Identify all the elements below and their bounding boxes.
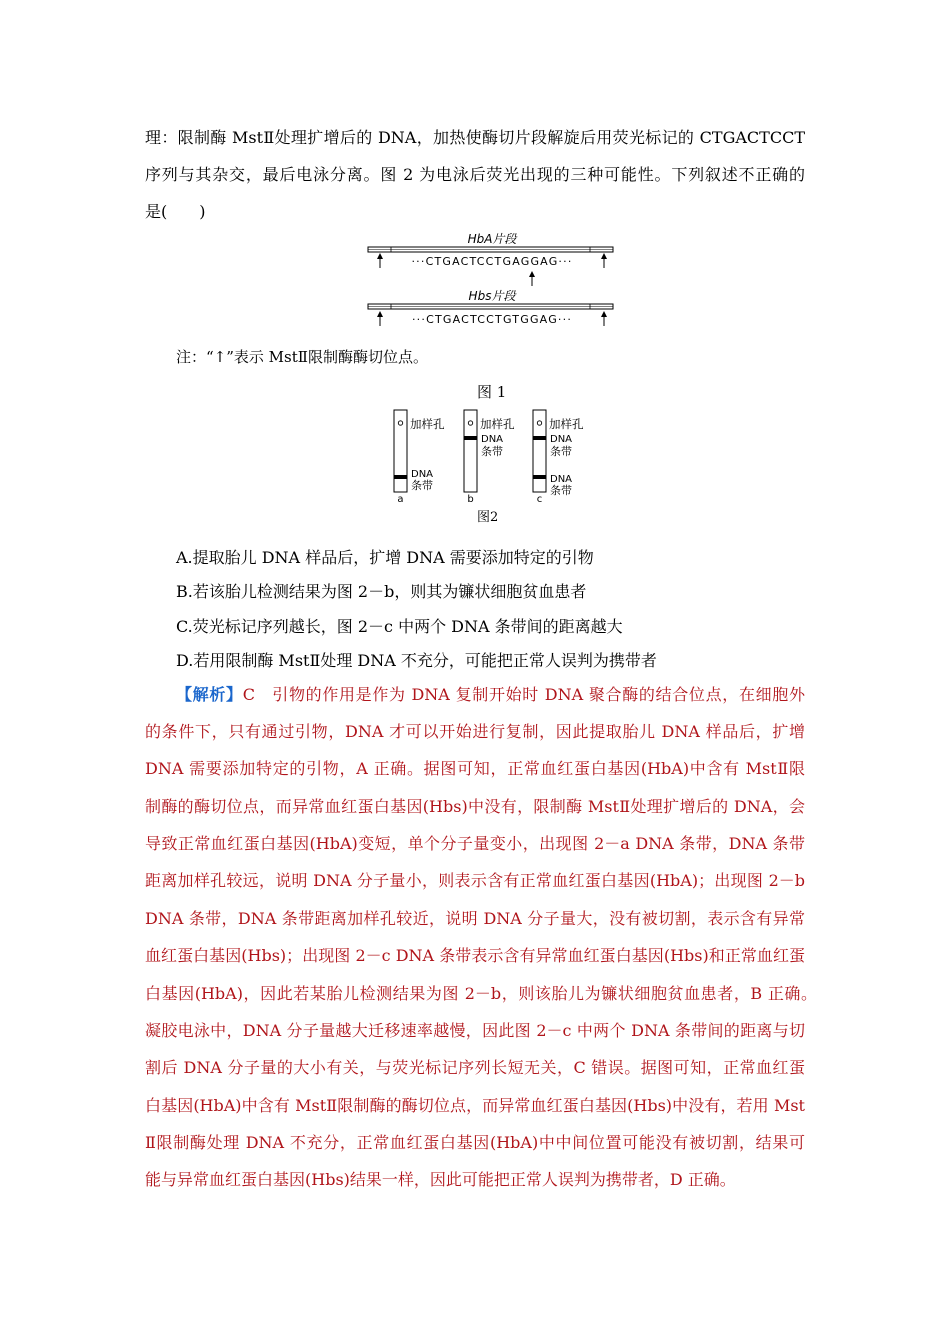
analysis-line-5: 导致正常血红蛋白基因(HbA)变短，单个分子量变小，出现图 2－a DNA 条带，DNA 条带 [145, 834, 805, 853]
band-label-strip: 条带 [550, 484, 572, 497]
analysis-line-6: 距离加样孔较远，说明 DNA 分子量小，则表示含有正常血红蛋白基因(HbA)；出现图 2－b [145, 871, 805, 890]
figure1-caption: 图 1 [477, 383, 507, 401]
analysis-line-2: 的条件下，只有通过引物，DNA 才可以开始进行复制，因此提取胎儿 DNA 样品后，扩增 [145, 722, 805, 741]
band-label-dna: DNA [411, 469, 434, 480]
figure2-caption: 图2 [477, 510, 499, 525]
lane-label-a: a [397, 494, 404, 505]
dna-band [464, 436, 477, 440]
figure1-note: 注：“↑”表示 MstⅡ限制酶酶切位点。 [176, 348, 428, 366]
intro-line-2: 序列与其杂交，最后电泳分离。图 2 为电泳后荧光出现的三种可能性。下列叙述不正确的 [145, 165, 805, 184]
hbs-label: Hbs片段 [468, 289, 516, 303]
option-a: A.提取胎儿 DNA 样品后，扩增 DNA 需要添加特定的引物 [176, 548, 594, 567]
analysis-line-11: 割后 DNA 分子量的大小有关，与荧光标记序列长短无关，C 错误。据图可知，正常血红蛋 [145, 1058, 805, 1077]
band-label-dna: DNA [550, 474, 573, 485]
cut-site-arrow-icon [529, 271, 535, 286]
well-label: 加样孔 [410, 417, 445, 431]
dna-band [394, 475, 407, 479]
analysis-line-7: DNA 条带，DNA 条带距离加样孔较近，说明 DNA 分子量大，没有被切割，表示含有异常 [145, 909, 805, 928]
well-label: 加样孔 [480, 417, 515, 431]
analysis-line-8: 血红蛋白基因(Hbs)；出现图 2－c DNA 条带表示含有异常血红蛋白基因(Hbs)和正常血红蛋 [145, 946, 805, 965]
lane-label-c: c [536, 494, 543, 505]
hba-sequence: ···CTGACTCCTGAGGAG··· [411, 255, 573, 268]
hbs-sequence: ···CTGACTCCTGTGGAG··· [411, 313, 573, 326]
hba-label: HbA片段 [467, 232, 517, 246]
band-label-strip: 条带 [550, 445, 572, 458]
band-label-strip: 条带 [411, 479, 433, 492]
intro-line-3: 是( ) [145, 202, 206, 221]
option-b: B.若该胎儿检测结果为图 2－b，则其为镰状细胞贫血患者 [176, 582, 587, 601]
analysis-line-14: 能与异常血红蛋白基因(Hbs)结果一样，因此可能把正常人误判为携带者，D 正确。 [145, 1170, 736, 1189]
analysis-line-3: DNA 需要添加特定的引物，A 正确。据图可知，正常血红蛋白基因(HbA)中含有 MstⅡ限 [145, 759, 805, 778]
analysis-line-1: 【解析】C 引物的作用是作为 DNA 复制开始时 DNA 聚合酶的结合位点，在细胞外 [176, 685, 805, 704]
analysis-line-13: Ⅱ限制酶处理 DNA 不充分，正常血红蛋白基因(HbA)中中间位置可能没有被切割，结果可 [145, 1133, 805, 1152]
option-c: C.荧光标记序列越长，图 2－c 中两个 DNA 条带间的距离越大 [176, 617, 623, 636]
lane-label-b: b [467, 494, 474, 505]
analysis-tag: 【解析】 [176, 685, 243, 704]
option-d: D.若用限制酶 MstⅡ处理 DNA 不充分，可能把正常人误判为携带者 [176, 651, 657, 670]
cut-site-arrow-icon [377, 311, 383, 326]
cut-site-arrow-icon [601, 253, 607, 268]
gel-lane-c [533, 410, 584, 505]
well-label: 加样孔 [549, 417, 584, 431]
cut-site-arrow-icon [601, 311, 607, 326]
band-label-dna: DNA [481, 434, 504, 445]
cut-site-arrow-icon [377, 253, 383, 268]
analysis-line-10: 凝胶电泳中，DNA 分子量越大迁移速率越慢，因此图 2－c 中两个 DNA 条带间的距离与切 [145, 1021, 805, 1040]
dna-band [533, 475, 546, 479]
analysis-line-9: 白基因(HbA)，因此若某胎儿检测结果为图 2－b，则该胎儿为镰状细胞贫血患者，B 正确。 [145, 984, 817, 1003]
analysis-line-12: 白基因(HbA)中含有 MstⅡ限制酶的酶切位点，而异常血红蛋白基因(Hbs)中没有，若用 Mst [145, 1096, 805, 1115]
figure1-diagram [360, 228, 625, 340]
gel-lane-a [394, 410, 445, 505]
band-label-strip: 条带 [481, 445, 503, 458]
figure2-diagram [390, 406, 590, 506]
analysis-line-4: 制酶的酶切位点，而异常血红蛋白基因(Hbs)中没有，限制酶 MstⅡ处理扩增后的 DNA，会 [145, 797, 805, 816]
band-label-dna: DNA [550, 434, 573, 445]
dna-band [533, 436, 546, 440]
intro-line-1: 理：限制酶 MstⅡ处理扩增后的 DNA，加热使酶切片段解旋后用荧光标记的 CTGACTCCT [145, 128, 805, 147]
gel-lane-b [464, 410, 515, 505]
